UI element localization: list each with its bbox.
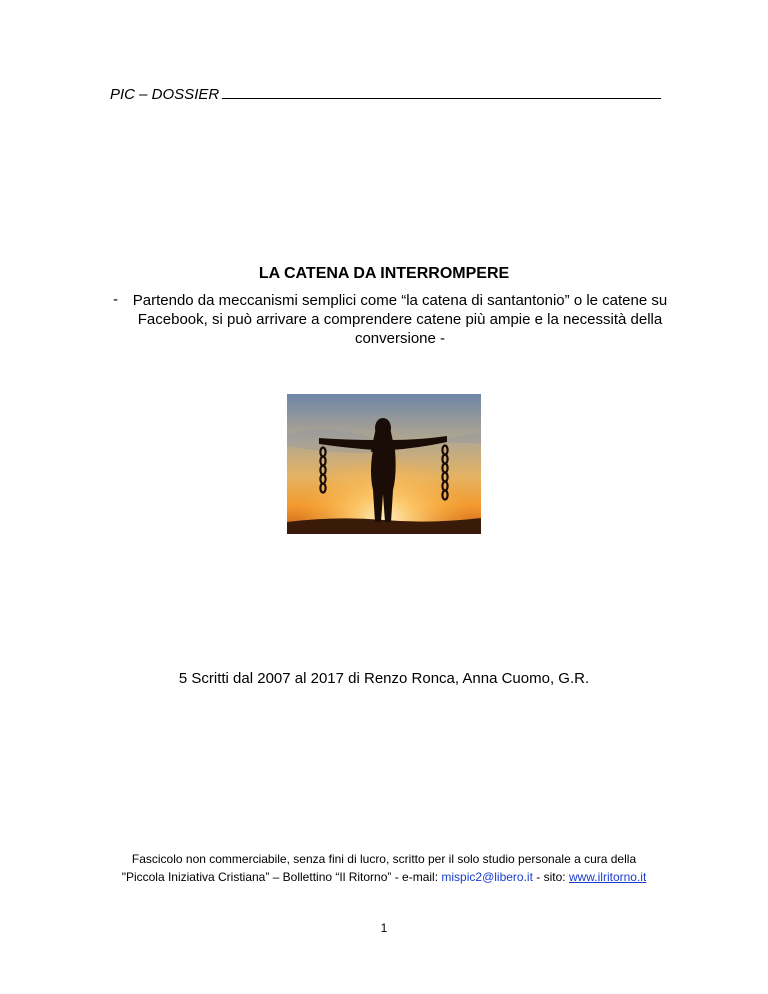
document-subtitle [130,291,670,348]
footer-line-2-prefix: "Piccola Iniziativa Cristiana” – Bollettino “Il Ritorno” - e-mail: [121,870,442,884]
authors-line: 5 Scritti dal 2007 al 2017 di Renzo Ronca, Anna Cuomo, G.R. [178,670,590,687]
email-link[interactable]: mispic2@libero.it [441,870,533,884]
subtitle-line-3: conversione - [354,330,446,347]
header-underline-rule [222,86,661,99]
subtitle-line-1: Partendo da meccanismi semplici come “la catena di santantonio” o le catene su [132,292,668,309]
silhouette-broken-chains-sunset-icon [287,394,481,534]
website-link[interactable]: www.ilritorno.it [568,870,647,884]
footer-line-1: Fascicolo non commerciabile, senza fini di lucro, scritto per il solo studio personale a cura della [131,852,637,866]
footer-separator: - sito: [532,870,569,884]
document-title: LA CATENA DA INTERROMPERE [258,265,510,282]
subtitle-dash: - [113,291,118,308]
page-number: 1 [380,921,388,935]
dossier-header-label: PIC – DOSSIER [110,86,220,103]
dossier-header [110,86,661,103]
footer-line-2 [60,868,708,886]
footer-notice [60,850,708,886]
subtitle-line-2: Facebook, si può arrivare a comprendere catene più ampie e la necessità della [137,311,663,328]
